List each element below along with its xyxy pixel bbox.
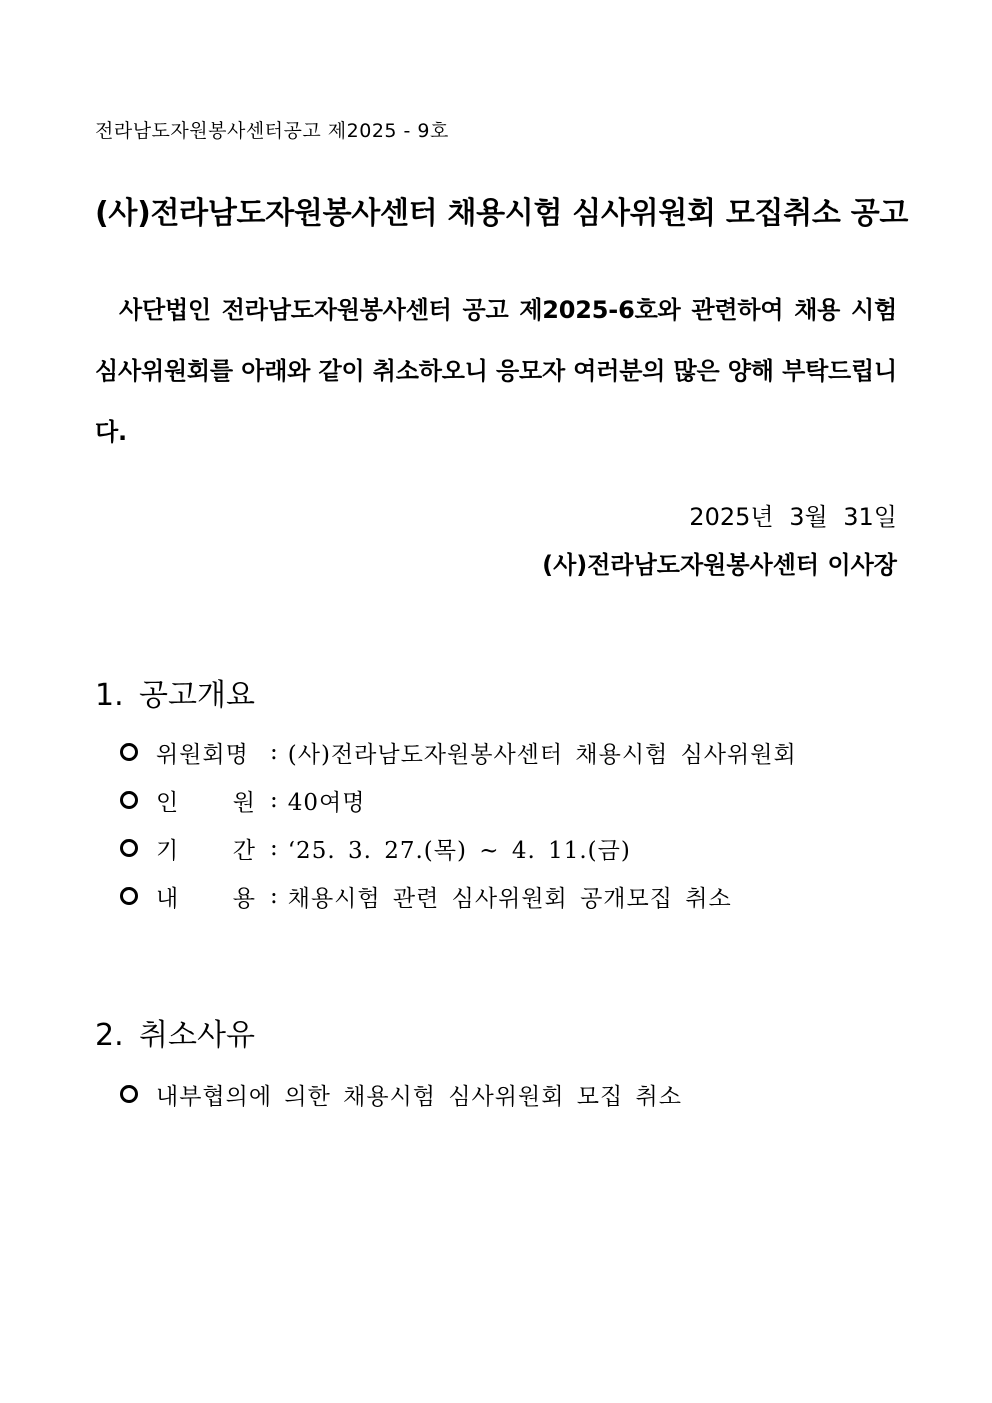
- notice-date: 2025년 3월 31일: [689, 503, 897, 531]
- list-item: [120, 824, 797, 872]
- item-label: 위원회명: [156, 741, 249, 768]
- list-item: [120, 728, 797, 776]
- item-value: 40여명: [287, 789, 366, 816]
- item-separator: :: [270, 787, 278, 813]
- item-label: 내 용: [156, 885, 256, 912]
- hollow-circle-bullet-icon: [120, 791, 138, 809]
- item-separator: :: [270, 835, 278, 861]
- section-1-title: 공고개요: [139, 678, 255, 713]
- section-1-list: [120, 728, 797, 920]
- section-1-heading: [95, 670, 255, 714]
- list-item: [120, 1070, 682, 1118]
- body-line-3: 부탁드립니다.: [95, 357, 898, 446]
- body-paragraph: [95, 280, 897, 463]
- list-item: [120, 776, 797, 824]
- list-item: [120, 872, 797, 920]
- section-1-number: 1.: [95, 678, 124, 713]
- item-separator: :: [270, 739, 278, 765]
- hollow-circle-bullet-icon: [120, 1085, 138, 1103]
- notice-number: 전라남도자원봉사센터공고 제2025 - 9호: [95, 120, 449, 142]
- section-2-number: 2.: [95, 1018, 124, 1053]
- section-2-heading: [95, 1010, 255, 1054]
- item-label: 인 원: [156, 789, 256, 816]
- section-2-list: [120, 1070, 682, 1118]
- item-text: 내부협의에 의한 채용시험 심사위원회 모집 취소: [156, 1083, 682, 1110]
- hollow-circle-bullet-icon: [120, 839, 138, 857]
- body-line-1: 사단법인 전라남도자원봉사센터 공고 제2025-6호와 관련하여 채용: [119, 296, 841, 324]
- item-separator: :: [270, 883, 278, 909]
- item-label: 기 간: [156, 837, 256, 864]
- hollow-circle-bullet-icon: [120, 743, 138, 761]
- hollow-circle-bullet-icon: [120, 887, 138, 905]
- body-line-2: 시험 심사위원회를 아래와 같이 취소하오니 응모자 여러분의 많은 양해: [95, 296, 898, 385]
- item-value: (사)전라남도자원봉사센터 채용시험 심사위원회: [287, 741, 797, 768]
- item-value: 채용시험 관련 심사위원회 공개모집 취소: [287, 885, 732, 912]
- section-2-title: 취소사유: [139, 1018, 255, 1053]
- item-value: ‘25. 3. 27.(목) ~ 4. 11.(금): [287, 837, 631, 864]
- signer: (사)전라남도자원봉사센터 이사장: [542, 551, 897, 579]
- document-title: (사)전라남도자원봉사센터 채용시험 심사위원회 모집취소 공고: [95, 196, 909, 231]
